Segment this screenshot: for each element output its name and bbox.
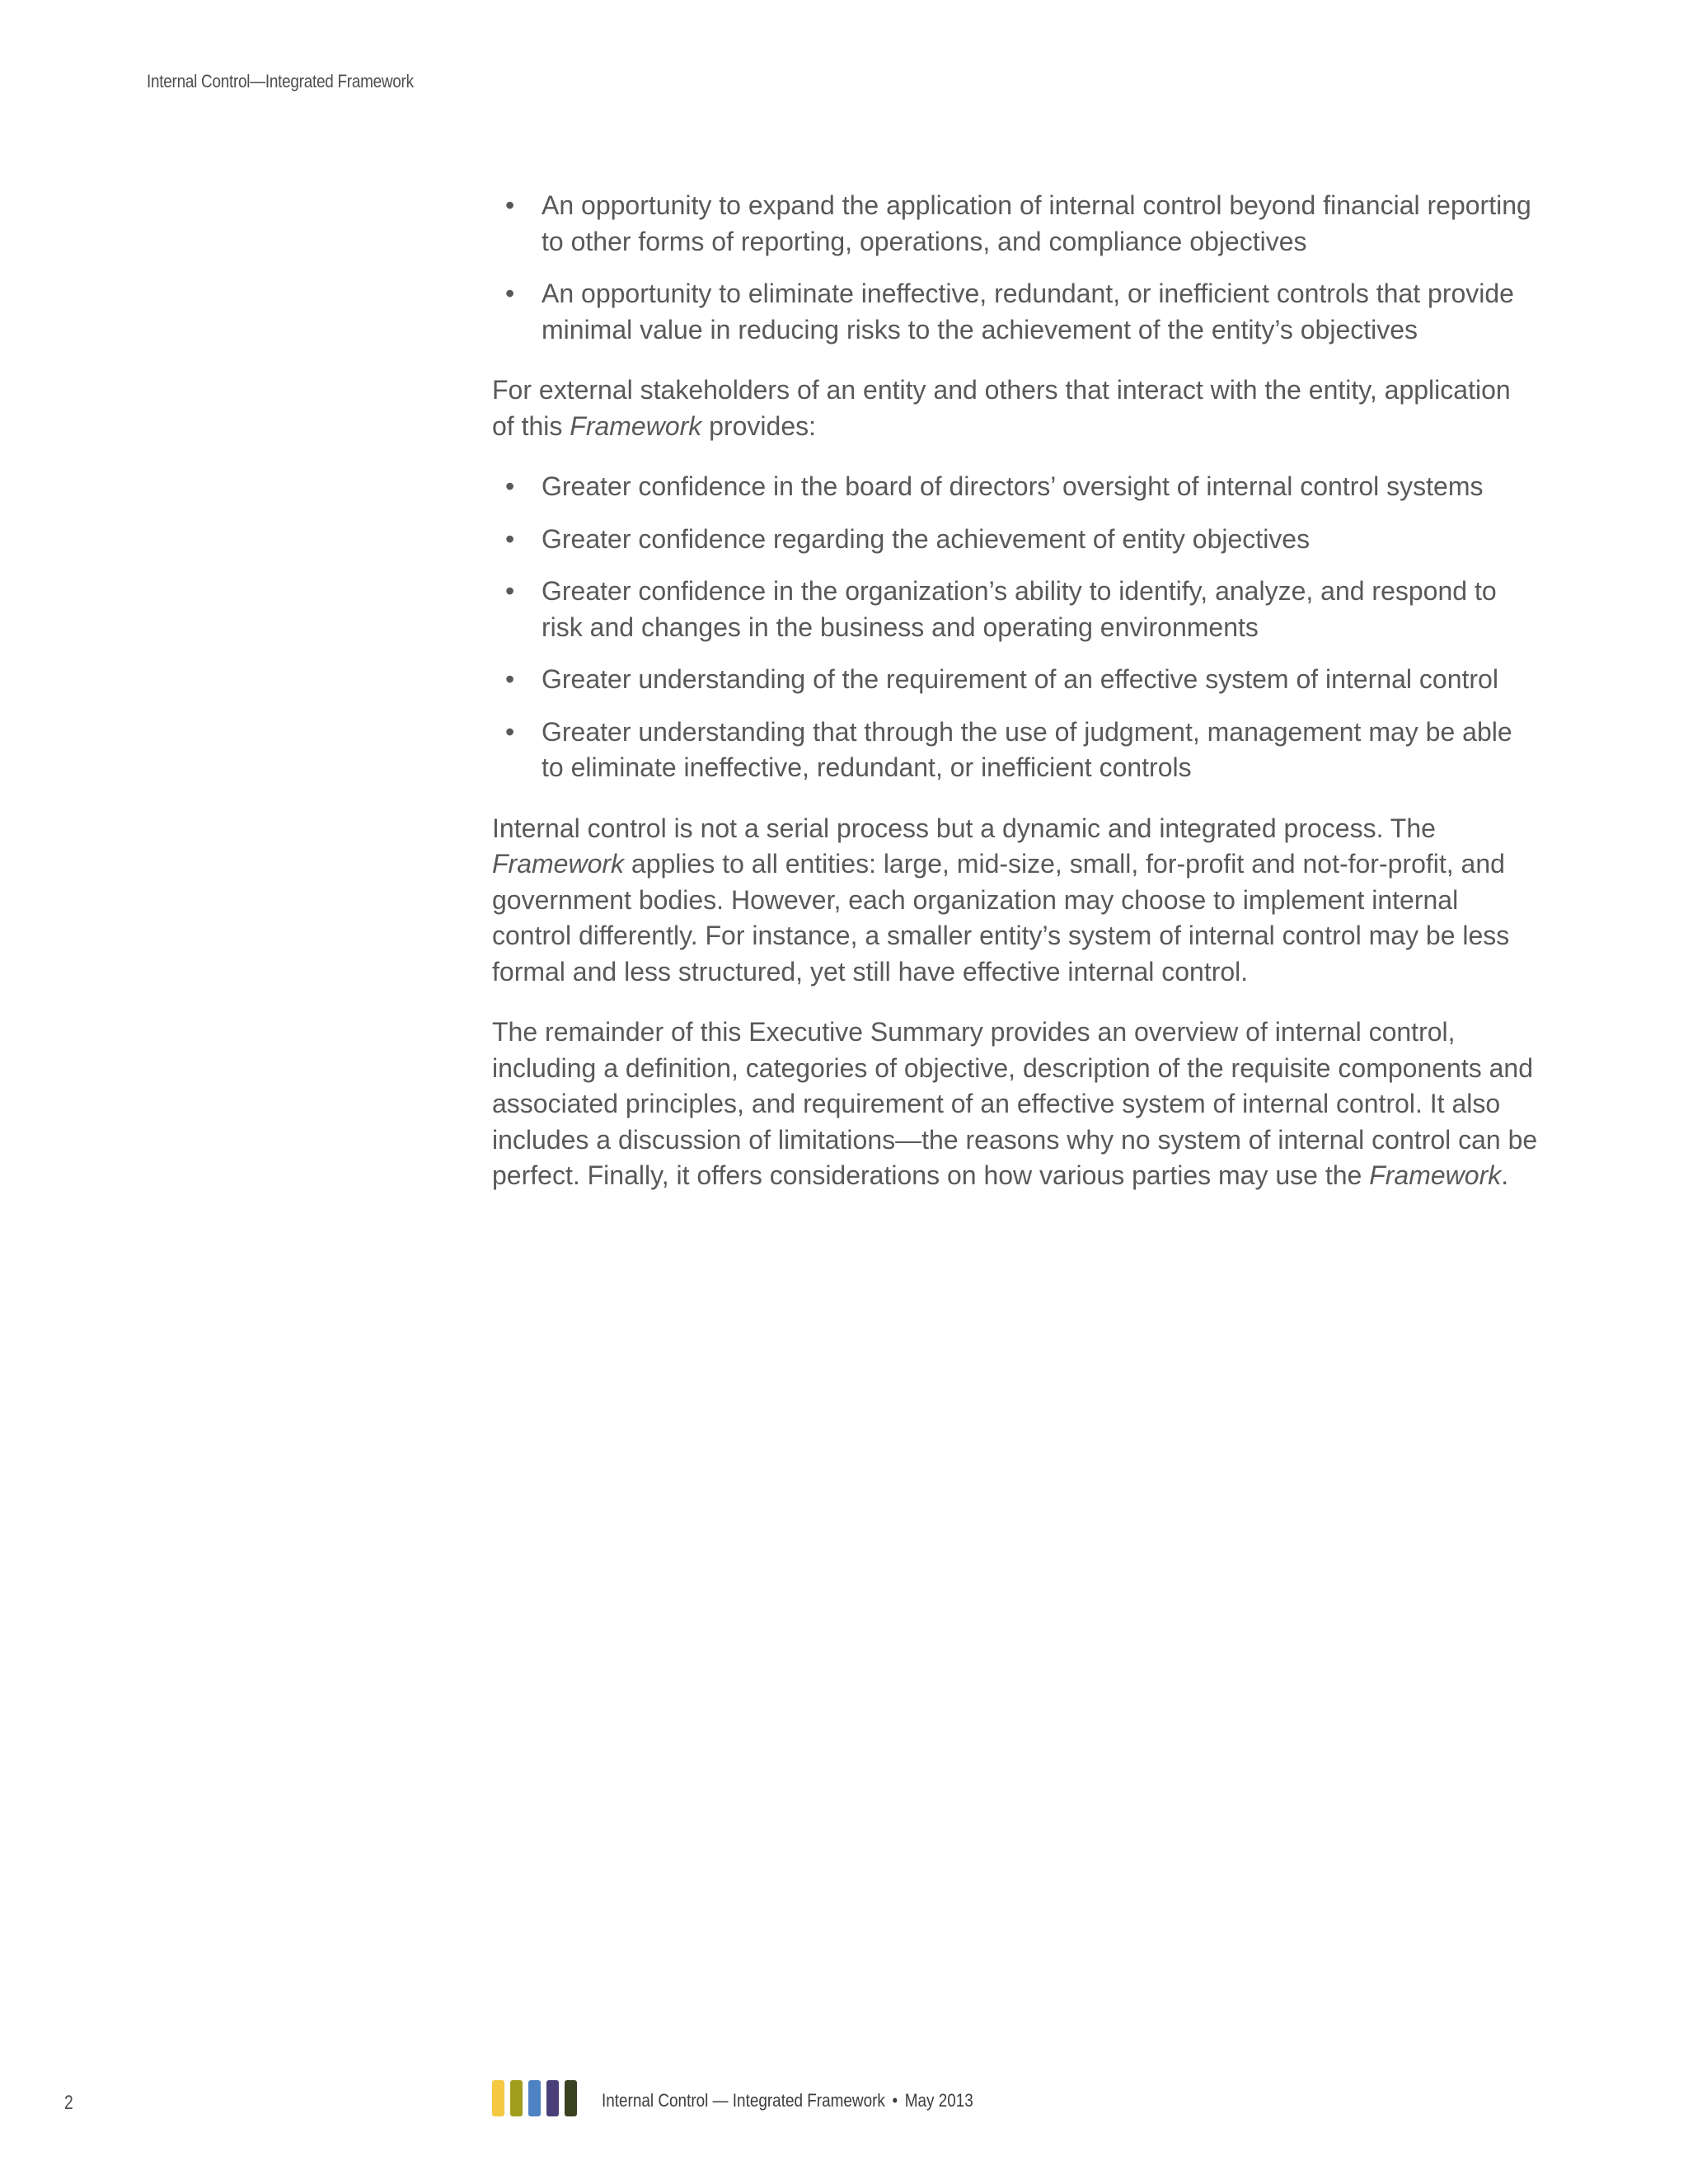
list-item <box>492 469 1539 505</box>
color-bar <box>546 2080 559 2116</box>
list-item-text: Greater confidence in the organization’s ability to identify, analyze, and respond to risk and changes in the business and operating environments <box>542 576 1497 642</box>
paragraph-text: Internal control is not a serial process but a dynamic and integrated process. The <box>492 813 1436 843</box>
list-item <box>492 276 1539 348</box>
list-item-text: Greater understanding of the requirement of an effective system of internal control <box>542 664 1498 694</box>
list-item <box>492 188 1539 260</box>
bullet-icon: • <box>505 716 515 747</box>
bullet-list-opportunities <box>492 188 1539 348</box>
paragraph-remainder-summary <box>492 1015 1539 1194</box>
footer-title <box>602 2090 973 2111</box>
list-item <box>492 574 1539 645</box>
bullet-icon: • <box>505 279 515 308</box>
list-item-text: Greater confidence in the board of directors’ oversight of internal control systems <box>542 471 1484 501</box>
footer-separator: • <box>892 2090 898 2111</box>
footer-date: May 2013 <box>904 2090 973 2111</box>
bullet-icon: • <box>505 576 515 606</box>
paragraph-dynamic-process <box>492 811 1539 991</box>
page-footer <box>0 2069 1688 2118</box>
list-item <box>492 662 1539 698</box>
color-bars-logo <box>492 2080 577 2116</box>
list-item-text: Greater understanding that through the use of judgment, management may be able to eliminate ineffective, redundant, or inefficient controls <box>542 716 1512 782</box>
framework-italic: Framework <box>492 849 625 879</box>
framework-italic: Framework <box>570 410 702 441</box>
paragraph-text: . <box>1501 1160 1509 1190</box>
color-bar <box>565 2080 577 2116</box>
paragraph-text: For external stakeholders of an entity and others that interact with the entity, application of this <box>492 375 1511 441</box>
footer-title-text: Internal Control — Integrated Framework <box>602 2090 885 2111</box>
paragraph-text: applies to all entities: large, mid-size, small, for-profit and not-for-profit, and government bodies. However, each organization may choose to implement internal control differently. For instance, a smaller entity’s system of internal control may be less formal and less structured, yet still have effective internal control. <box>492 849 1510 987</box>
paragraph-external-stakeholders <box>492 373 1539 444</box>
list-item-text: Greater confidence regarding the achievement of entity objectives <box>542 523 1311 554</box>
main-content <box>492 188 1539 1219</box>
list-item <box>492 522 1539 558</box>
color-bar <box>528 2080 541 2116</box>
bullet-icon: • <box>505 664 515 694</box>
color-bar <box>492 2080 504 2116</box>
running-header: Internal Control—Integrated Framework <box>147 71 414 91</box>
list-item-text: An opportunity to expand the application of internal control beyond financial reporting to other forms of reporting, operations, and compliance objectives <box>542 190 1531 256</box>
color-bar <box>510 2080 523 2116</box>
paragraph-text: provides: <box>701 410 817 441</box>
page-number: 2 <box>64 2092 73 2114</box>
bullet-list-benefits <box>492 469 1539 786</box>
list-item-text: An opportunity to eliminate ineffective, redundant, or inefficient controls that provide minimal value in reducing risks to the achievement of the entity’s objectives <box>542 279 1514 344</box>
bullet-icon: • <box>505 190 515 220</box>
paragraph-text: The remainder of this Executive Summary provides an overview of internal control, including a definition, categories of objective, description of the requisite components and associated principles, and requirement of an effective system of internal control. It also includes a discussion of limitations—the reasons why no system of internal control can be perfect. Finally, it offers considerations on how various parties may use the <box>492 1017 1538 1190</box>
framework-italic: Framework <box>1369 1160 1502 1190</box>
bullet-icon: • <box>505 471 515 501</box>
list-item <box>492 715 1539 786</box>
bullet-icon: • <box>505 523 515 554</box>
